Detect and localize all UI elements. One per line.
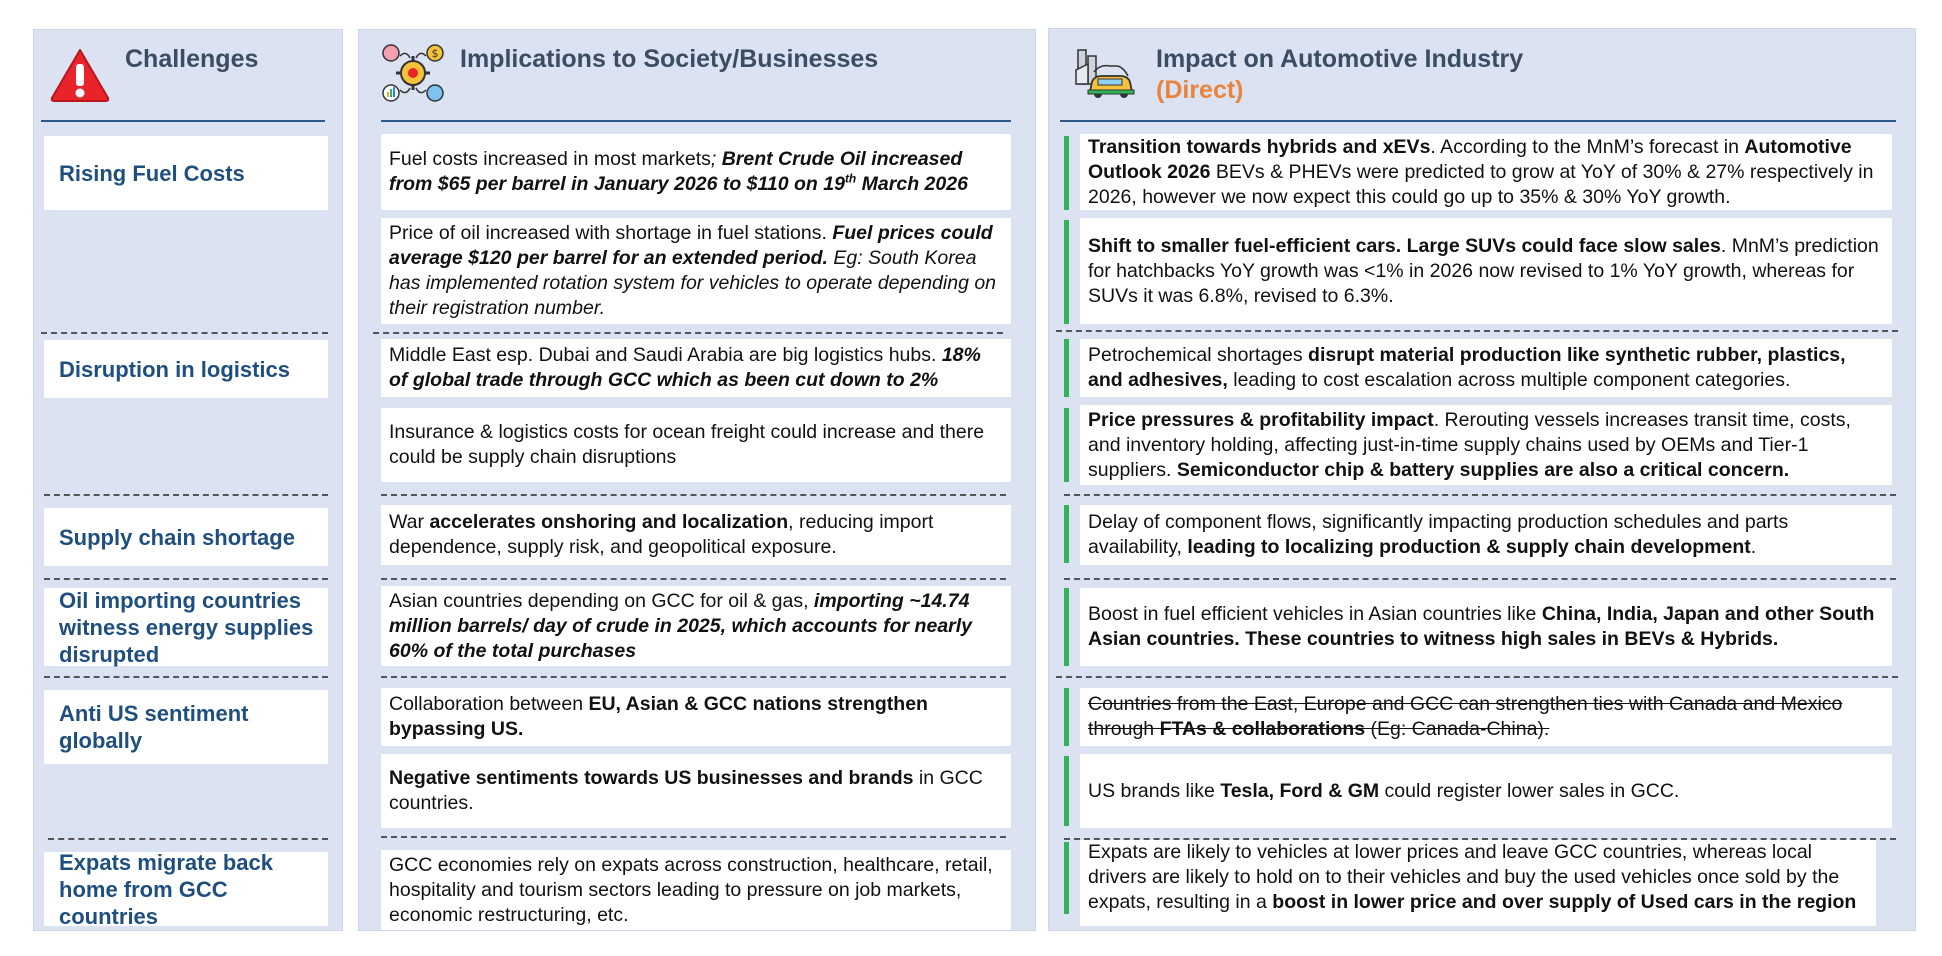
text-segment: could register lower sales in GCC. xyxy=(1379,779,1680,802)
row-divider xyxy=(1064,838,1896,840)
text-segment: Fuel costs increased in most markets xyxy=(389,148,711,170)
impact-marker xyxy=(1064,842,1069,914)
text-segment: FTAs & collaborations xyxy=(1159,718,1366,740)
impact-marker xyxy=(1064,339,1069,397)
row-divider xyxy=(48,838,328,840)
text-segment: 18% of global trade through GCC which as been cut down to 2% xyxy=(389,344,981,391)
challenge-disruption-logistics: Disruption in logistics xyxy=(44,340,328,398)
text-segment: Brent Crude Oil increased from $65 per barrel in January 2026 to $110 on 19 xyxy=(389,148,963,195)
text-segment: GCC economies rely on expats across construction, healthcare, retail, hospitality and tourism sectors leading to pressure on job markets, economic restructuring, etc. xyxy=(389,853,993,926)
society-gears-icon xyxy=(380,42,446,104)
row-divider xyxy=(373,332,1003,334)
impact-marker xyxy=(1064,408,1069,482)
impact-header-rule xyxy=(1060,120,1896,122)
text-segment: EU, Asian & GCC nations strengthen bypassing US. xyxy=(389,693,928,740)
text-segment: March 2026 xyxy=(856,173,968,195)
row-divider xyxy=(44,578,328,580)
challenge-expats: Expats migrate back home from GCC countries xyxy=(44,852,328,926)
text-segment: Eg: South Korea has implemented rotation system for vehicles to operate depending on their registration number. xyxy=(389,247,997,319)
text-segment: Fuel prices could average $120 per barrel for an extended period. xyxy=(389,222,993,269)
impact-logistics-2 xyxy=(1080,405,1892,485)
implication-anti-us-1 xyxy=(381,688,1011,746)
implication-logistics-2 xyxy=(381,408,1011,482)
text-superscript: th xyxy=(844,171,857,186)
row-divider xyxy=(41,332,328,334)
text-segment: Negative sentiments towards US businesses and brands xyxy=(389,767,914,789)
text-segment: . According to the MnM’s forecast in xyxy=(1430,135,1745,158)
challenge-anti-us: Anti US sentiment globally xyxy=(44,690,328,764)
row-divider xyxy=(44,676,328,678)
row-divider xyxy=(1056,676,1898,678)
text-segment: . MnM’s prediction for hatchbacks YoY growth was <1% in 2026 now revised to 1% YoY growth, whereas for SUVs it was 6.8%, revised to 6.3%. xyxy=(1088,234,1879,307)
impact-header-subtitle: (Direct) xyxy=(1156,76,1244,104)
text-segment: Asian countries depending on GCC for oil & gas, xyxy=(389,589,814,612)
impact-marker xyxy=(1064,688,1069,746)
implication-expats xyxy=(381,850,1011,930)
text-segment: disrupt material production like synthetic rubber, plastics, and adhesives, xyxy=(1088,344,1846,391)
challenge-oil-importing: Oil importing countries witness energy supplies disrupted xyxy=(44,588,328,666)
text-segment: boost in lower price and over supply of Used cars in the region xyxy=(1272,891,1857,913)
text-segment: Tesla, Ford & GM xyxy=(1220,779,1380,802)
implications-header-rule xyxy=(381,120,1011,122)
text-segment: Shift to smaller fuel-efficient cars. Large SUVs could face slow sales xyxy=(1088,234,1721,257)
row-divider xyxy=(44,494,328,496)
text-segment: importing ~14.74 million barrels/ day of crude in 2025, which accounts for nearly 60% of the total purchases xyxy=(389,589,973,662)
row-divider xyxy=(381,836,1006,838)
text-segment: US brands like xyxy=(1088,779,1221,802)
impact-fuel-1 xyxy=(1080,134,1892,210)
svg-text:$: $ xyxy=(431,47,439,60)
impact-oil-importing xyxy=(1080,588,1892,666)
implication-fuel-2 xyxy=(381,218,1011,324)
text-segment: leading to cost escalation across multiple component categories. xyxy=(1227,369,1791,391)
row-divider xyxy=(381,578,1006,580)
text-segment: Price pressures & profitability impact xyxy=(1088,408,1434,431)
row-divider xyxy=(1064,578,1896,580)
factory-car-icon xyxy=(1074,42,1136,104)
text-segment: (Eg: Canada-China). xyxy=(1365,718,1550,740)
impact-logistics-1 xyxy=(1080,339,1892,397)
text-segment: . xyxy=(1750,536,1757,558)
text-segment: ; xyxy=(710,148,722,170)
impact-header xyxy=(1156,44,1523,106)
implication-logistics-1 xyxy=(381,339,1011,397)
text-segment: Delay of component flows, significantly impacting production schedules and parts availability, xyxy=(1088,511,1789,558)
challenges-header-rule xyxy=(41,120,325,122)
text-segment: Collaboration between xyxy=(389,693,589,715)
text-segment: accelerates onshoring and localization xyxy=(429,511,789,533)
text-segment: BEVs & PHEVs were predicted to grow at YoY of 30% & 27% respectively in 2026, however we now expect this could go up to 35% & 30% YoY growth. xyxy=(1088,160,1874,208)
text-segment: War xyxy=(389,511,430,533)
challenge-rising-fuel-costs: Rising Fuel Costs xyxy=(44,136,328,210)
impact-marker xyxy=(1064,756,1069,826)
impact-marker xyxy=(1064,588,1069,666)
row-divider xyxy=(381,494,1006,496)
impact-expats xyxy=(1080,840,1876,926)
implication-oil-importing xyxy=(381,586,1011,666)
implications-header: Implications to Society/Businesses xyxy=(460,45,879,73)
text-segment: Middle East esp. Dubai and Saudi Arabia are big logistics hubs. xyxy=(389,344,942,366)
impact-marker xyxy=(1064,220,1069,324)
text-segment: Boost in fuel efficient vehicles in Asian countries like xyxy=(1088,603,1542,625)
row-divider xyxy=(1056,330,1898,332)
text-segment: Price of oil increased with shortage in fuel stations. xyxy=(389,222,833,244)
text-segment: Insurance & logistics costs for ocean freight could increase and there could be supply chain disruptions xyxy=(389,421,985,468)
text-segment: China, India, Japan and other South Asian countries. These countries to witness high sales in BEVs & Hybrids. xyxy=(1088,603,1875,650)
challenges-header: Challenges xyxy=(125,45,259,73)
impact-fuel-2 xyxy=(1080,218,1892,324)
impact-supply-chain xyxy=(1080,505,1892,565)
impact-anti-us-1 xyxy=(1080,688,1892,746)
impact-anti-us-2 xyxy=(1080,754,1892,828)
text-segment: , reducing import dependence, supply risk, and geopolitical exposure. xyxy=(389,511,934,558)
impact-header-title: Impact on Automotive Industry xyxy=(1156,45,1524,73)
row-divider xyxy=(1064,494,1896,496)
implication-anti-us-2 xyxy=(381,754,1011,828)
text-segment: Petrochemical shortages xyxy=(1088,344,1309,366)
text-segment: leading to localizing production & supply chain development xyxy=(1187,536,1751,558)
text-segment: Automotive Outlook 2026 xyxy=(1088,135,1852,183)
text-segment: Countries from the East, Europe and GCC can strengthen ties with Canada and Mexico through xyxy=(1088,693,1843,740)
text-segment: in GCC countries. xyxy=(389,767,983,814)
implication-supply-chain xyxy=(381,505,1011,565)
text-segment: Transition towards hybrids and xEVs xyxy=(1088,135,1431,158)
warning-icon xyxy=(49,47,111,103)
impact-marker xyxy=(1064,136,1069,210)
text-segment: Expats are likely to vehicles at lower prices and leave GCC countries, whereas local drivers are likely to hold on to their vehicles and buy the used vehicles once sold by the expats, resulting in a xyxy=(1088,841,1840,913)
implication-fuel-1 xyxy=(381,134,1011,210)
text-segment: . Rerouting vessels increases transit time, costs, and inventory holding, affecting just-in-time supply chains used by OEMs and Tier-1 suppliers. xyxy=(1088,408,1851,481)
text-segment: Semiconductor chip & battery supplies are also a critical concern. xyxy=(1176,458,1790,481)
impact-marker xyxy=(1064,505,1069,563)
challenge-supply-chain-shortage: Supply chain shortage xyxy=(44,508,328,566)
row-divider xyxy=(381,676,1006,678)
